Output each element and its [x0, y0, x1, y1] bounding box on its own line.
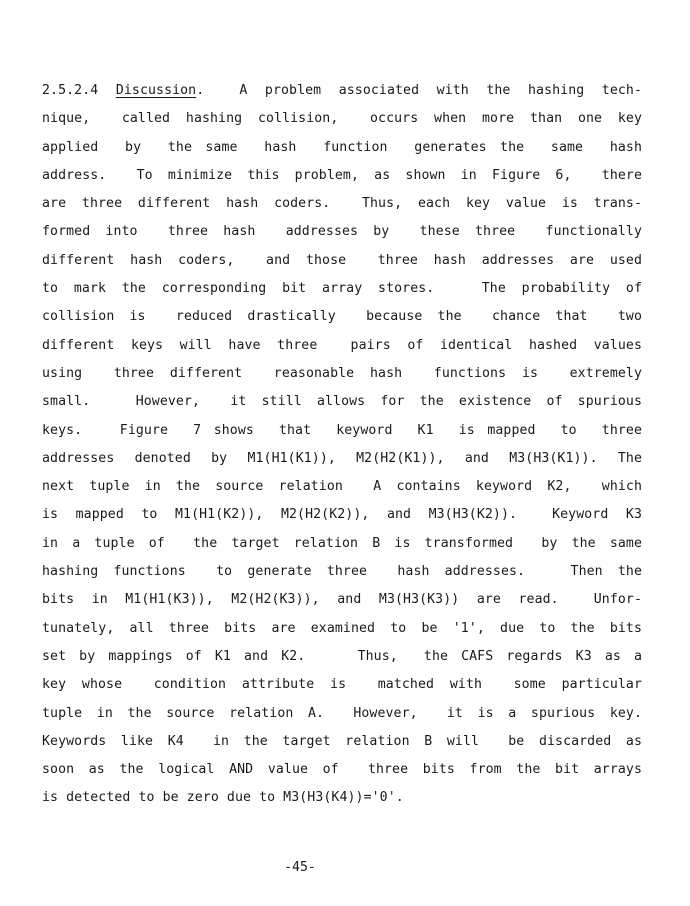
text-line: are three different hash coders. Thus, each key value is trans- — [42, 196, 642, 212]
text-line: key whose condition attribute is matched with some particular — [42, 677, 642, 693]
text-line: set by mappings of K1 and K2. Thus, the CAFS regards K3 as a — [42, 648, 642, 664]
page-number: -45- — [284, 860, 316, 875]
text-line: soon as the logical AND value of three bits from the bit arrays — [42, 762, 642, 778]
text-line-last: is detected to be zero due to M3(H3(K4))='0'. — [42, 790, 404, 806]
section-number: 2.5.2.4 — [42, 83, 99, 98]
text-line: to mark the corresponding bit array stores. The probability of — [42, 281, 642, 297]
text-line: using three different reasonable hash functions is extremely — [42, 365, 642, 381]
text-line: nique, called hashing collision, occurs when more than one key — [42, 111, 642, 127]
heading-line — [42, 77, 642, 105]
text-line: small. However, it still allows for the existence of spurious — [42, 394, 642, 410]
text-line: formed into three hash addresses by these three functionally — [42, 224, 642, 240]
text-line: address. To minimize this problem, as shown in Figure 6, there — [42, 167, 642, 183]
text-line: is mapped to M1(H1(K2)), M2(H2(K2)), and M3(H3(K2)). Keyword K3 — [42, 507, 642, 523]
body-text — [42, 77, 642, 813]
text-line: collision is reduced drastically because the chance that two — [42, 309, 642, 325]
text-line: keys. Figure 7 shows that keyword K1 is mapped to three — [42, 422, 642, 438]
text-line: tunately, all three bits are examined to be '1', due to the bits — [42, 620, 642, 636]
text-line: next tuple in the source relation A contains keyword K2, which — [42, 479, 642, 495]
text-line: applied by the same hash function generates the same hash — [42, 139, 642, 155]
text-line: tuple in the source relation A. However, it is a spurious key. — [42, 705, 642, 721]
text-line: bits in M1(H1(K3)), M2(H2(K3)), and M3(H3(K3)) are read. Unfor- — [42, 592, 642, 608]
text-line: hashing functions to generate three hash addresses. Then the — [42, 564, 642, 580]
text-line: different keys will have three pairs of identical hashed values — [42, 337, 642, 353]
text-line: addresses denoted by M1(H1(K1)), M2(H2(K1)), and M3(H3(K1)). The — [42, 450, 642, 466]
text-line: in a tuple of the target relation B is transformed by the same — [42, 535, 642, 551]
text-line: Keywords like K4 in the target relation B will be discarded as — [42, 733, 642, 749]
section-title: Discussion — [115, 83, 197, 98]
first-line-text: . A problem associated with the hashing tech- — [196, 83, 642, 98]
text-line: different hash coders, and those three hash addresses are used — [42, 252, 642, 268]
